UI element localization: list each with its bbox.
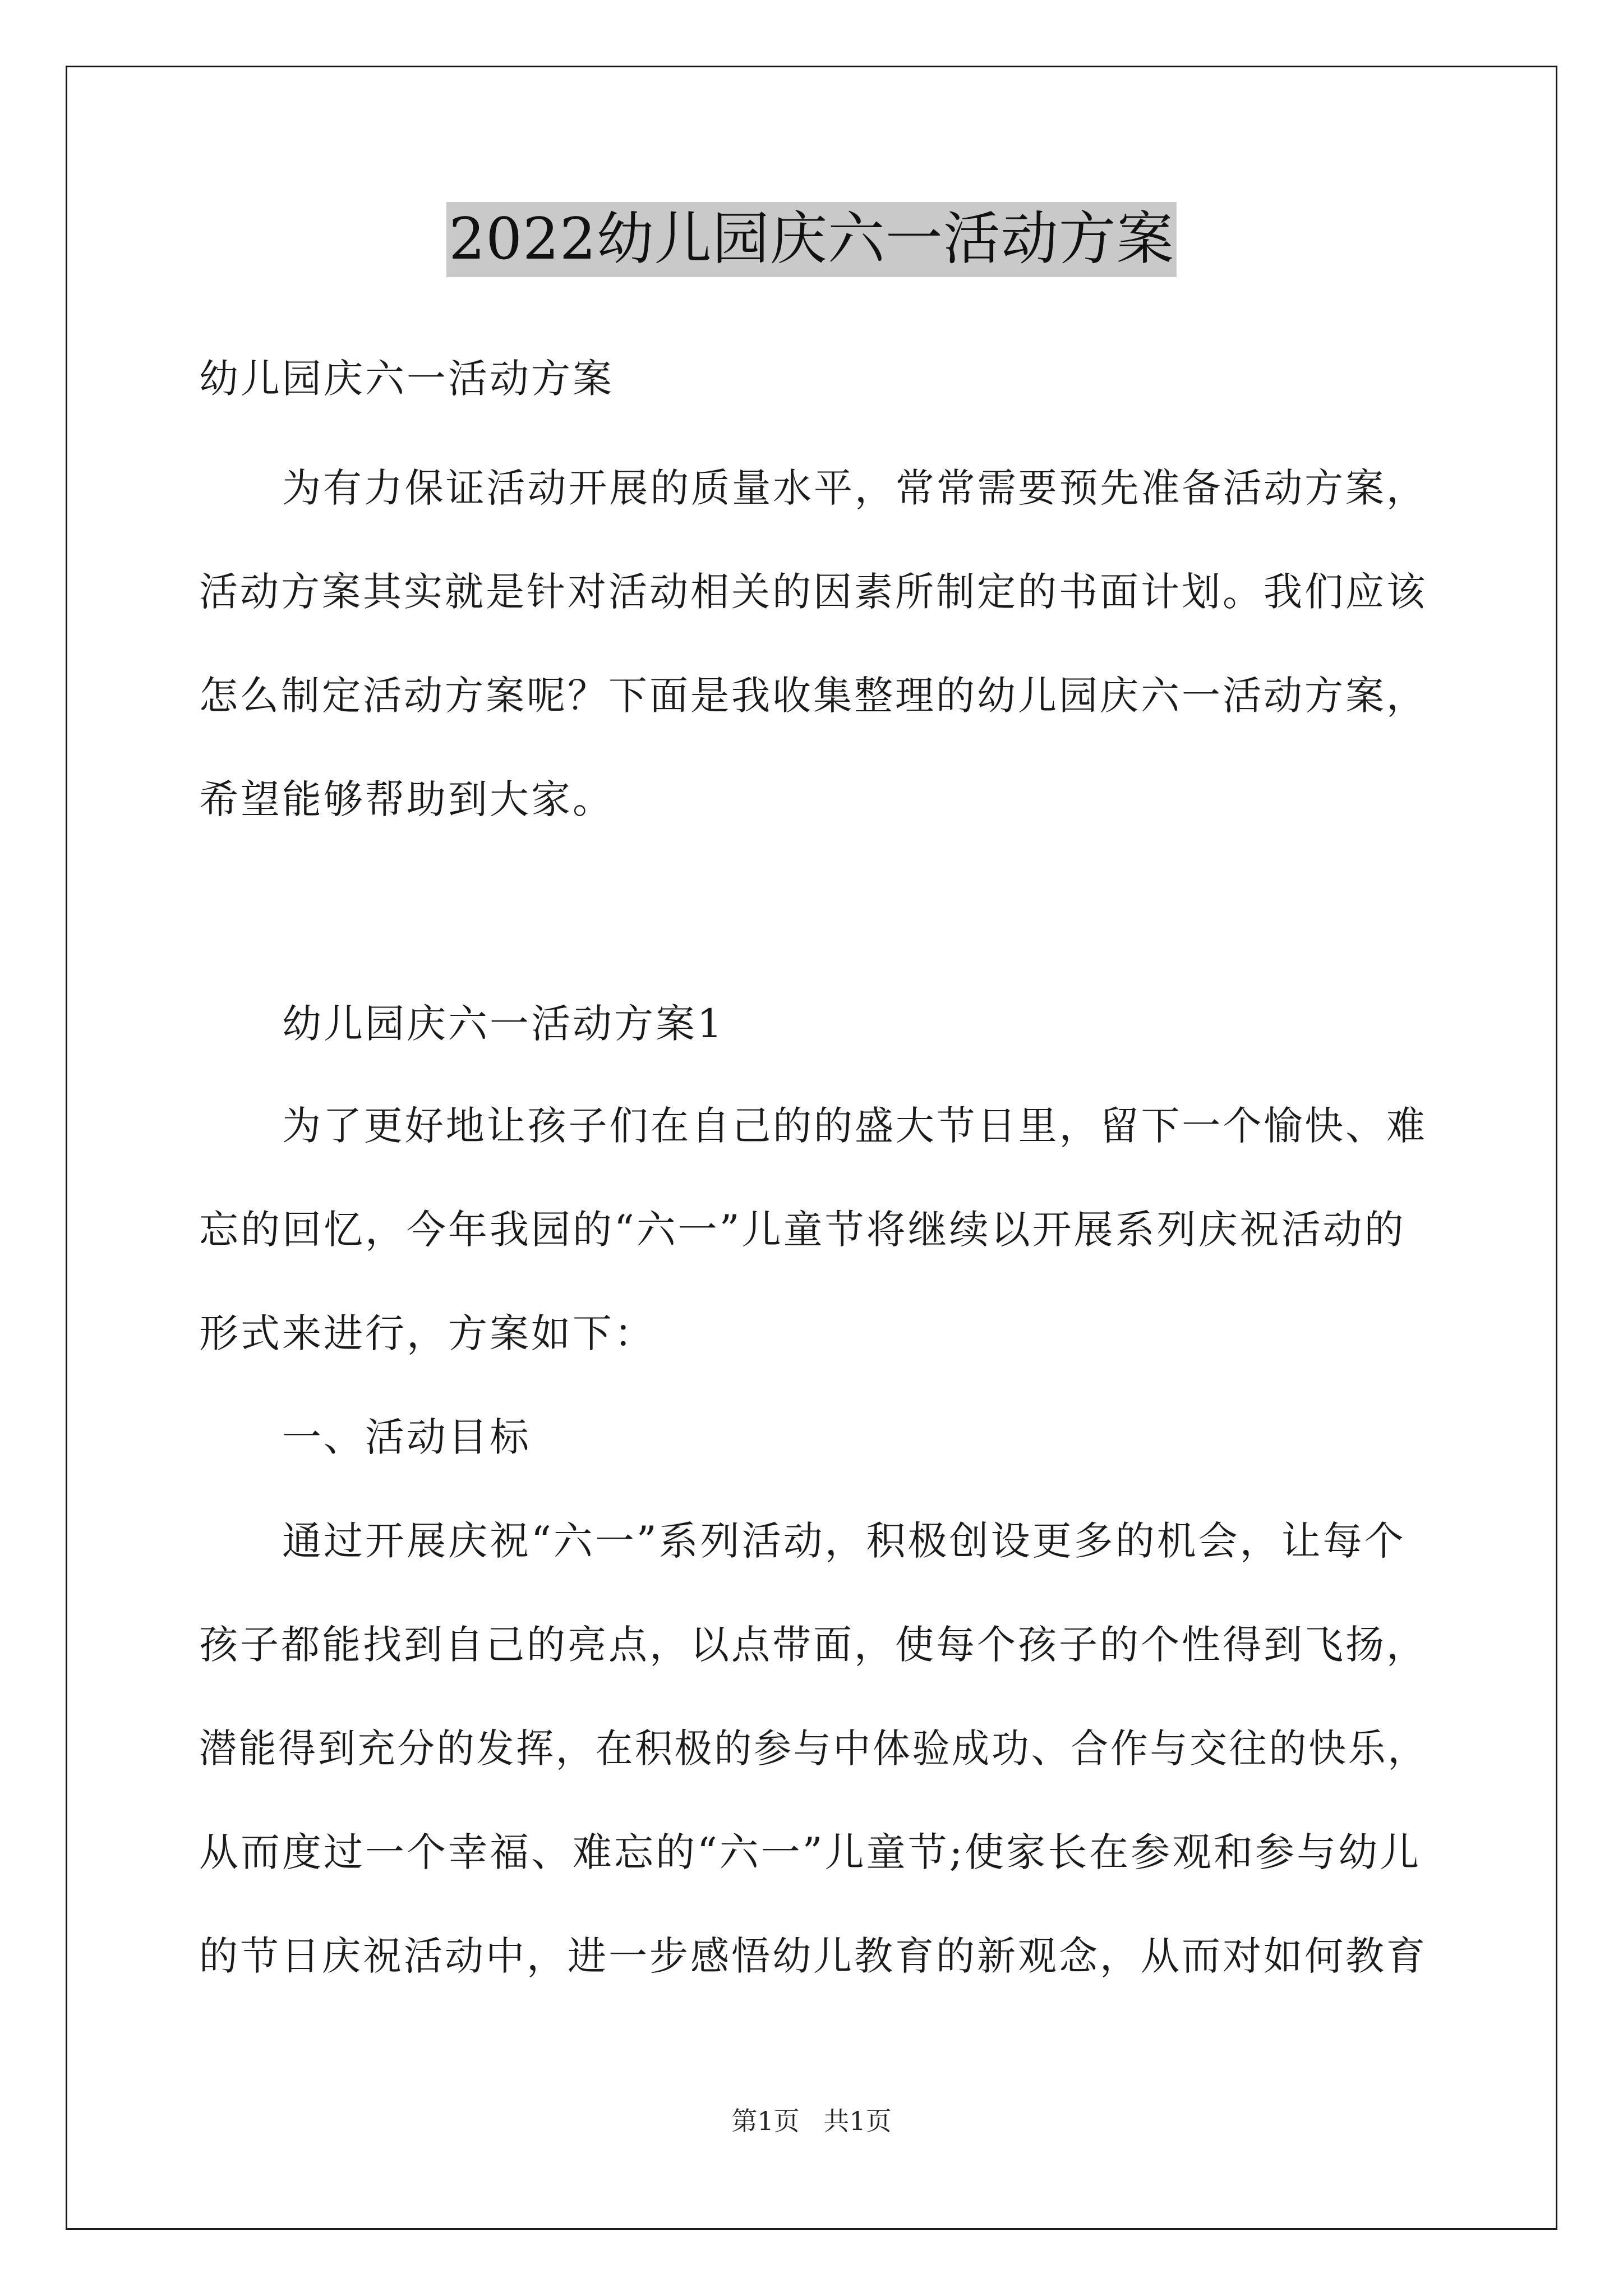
page-total: 共1页 [823, 2106, 892, 2136]
body-line: 活动方案其实就是针对活动相关的因素所制定的书面计划。我们应该 [199, 569, 1428, 615]
page-number: 第1页 [731, 2106, 800, 2136]
body-line: 怎么制定活动方案呢？下面是我收集整理的幼儿园庆六一活动方案， [199, 673, 1428, 719]
body-line: 忘的回忆，今年我园的“六一”儿童节将继续以开展系列庆祝活动的 [199, 1207, 1406, 1253]
document-title: 2022幼儿园庆六一活动方案 [446, 202, 1177, 277]
body-line: 孩子都能找到自己的亮点，以点带面，使每个孩子的个性得到飞扬， [199, 1622, 1428, 1668]
body-line: 幼儿园庆六一活动方案 [199, 356, 614, 402]
page-footer [0, 2101, 1623, 2138]
body-line: 通过开展庆祝“六一”系列活动，积极创设更多的机会，让每个 [282, 1518, 1406, 1564]
body-line: 幼儿园庆六一活动方案1 [282, 1001, 725, 1047]
body-line: 潜能得到充分的发挥，在积极的参与中体验成功、合作与交往的快乐， [199, 1726, 1428, 1772]
body-line: 为有力保证活动开展的质量水平，常常需要预先准备活动方案， [282, 465, 1427, 511]
body-line: 从而度过一个幸福、难忘的“六一”儿童节;使家长在参观和参与幼儿 [199, 1829, 1422, 1875]
body-line: 形式来进行，方案如下： [199, 1310, 656, 1356]
title-container [0, 202, 1623, 277]
body-line: 为了更好地让孩子们在自己的的盛大节日里，留下一个愉快、难 [282, 1103, 1427, 1149]
body-line: 希望能够帮助到大家。 [199, 776, 614, 822]
body-line: 的节日庆祝活动中，进一步感悟幼儿教育的新观念，从而对如何教育 [199, 1933, 1428, 1979]
body-line: 一、活动目标 [282, 1414, 531, 1460]
